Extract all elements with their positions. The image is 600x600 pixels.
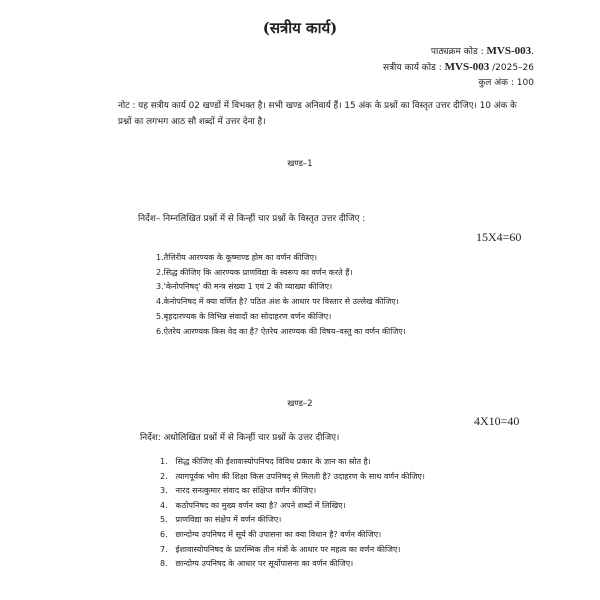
question-item <box>160 499 425 514</box>
question-item: 5.बृहदारण्यक के विभिन्न संवादों का सोदाहरण वर्णन कीजिए। <box>156 311 332 321</box>
question-item <box>160 513 425 528</box>
question-number: 5. <box>160 515 168 525</box>
question-item <box>160 470 425 485</box>
question-number: 8. <box>160 559 168 569</box>
question-text: कठोपनिषद का मुख्य वर्णन क्या है? अपने शब्दों में लिखिए। <box>175 500 346 510</box>
question-item: 4.केनोपनिषद में क्या वर्णित है? पठित अंश के आधार पर विस्तार से उल्लेख कीजिए। <box>156 297 399 307</box>
question-number: 1. <box>160 457 168 466</box>
section2-marks: 4X10=40 <box>474 414 520 428</box>
question-text: प्राणविद्या का संक्षेप में वर्णन कीजिए। <box>175 515 282 525</box>
assignment-code: MVS-003 <box>444 61 490 73</box>
section2-heading: खण्ड–2 <box>287 399 313 409</box>
question-number: 2. <box>160 471 168 481</box>
assignment-code-label: सत्रीय कार्य कोड : <box>383 63 442 73</box>
assignment-year: /2025–26 <box>492 63 534 73</box>
question-text: ईशावास्योपनिषद के प्रारम्भिक तीन मंत्रों के आधार पर महत्व का वर्णन कीजिए। <box>175 544 401 554</box>
question-number: 3. <box>160 486 168 496</box>
question-item <box>160 528 425 543</box>
total-marks: कुल अंक : 100 <box>478 78 534 88</box>
section2-instruction: निर्देश: अधोलिखित प्रश्नों में से किन्हीं चार प्रश्नों के उत्तर दीजिए। <box>140 433 340 443</box>
question-text: छान्दोग्य उपनिषद के आधार पर सूर्योपासना का वर्णन कीजिए। <box>175 559 354 569</box>
question-item: 1.तैत्तिरीय आरण्यक के कूष्माण्ड होम का वर्णन कीजिए। <box>156 253 318 262</box>
question-text: नारद सनत्कुमार संवाद का संक्षिप्त वर्णन कीजिए। <box>175 486 317 496</box>
question-item <box>160 455 425 470</box>
question-number: 6. <box>160 529 168 539</box>
course-code: MVS-003 <box>486 45 532 57</box>
question-item: 2.सिद्ध कीजिए कि आरण्यक प्राणविद्या के स्वरूप का वर्णन करते हैं। <box>156 267 353 277</box>
section1-instruction: निर्देश– निम्नलिखित प्रश्नों में से किन्हीं चार प्रश्नों के विस्तृत उत्तर दीजिए : <box>138 214 366 224</box>
section1-marks: 15X4=60 <box>476 230 522 244</box>
question-item <box>160 557 425 572</box>
assignment-code-line <box>383 60 534 73</box>
course-code-label: पाठ्यक्रम कोड : <box>430 47 484 57</box>
question-text: त्यागपूर्वक भोग की शिक्षा किस उपनिषद् से मिलती है? उदाहरण के साथ वर्णन कीजिए। <box>175 471 425 481</box>
question-item: 3.'केनोपनिषद्' की मन्त्र संख्या 1 एवं 2 की व्याख्या कीजिए। <box>156 282 333 292</box>
question-number: 7. <box>160 544 168 554</box>
question-item <box>160 543 425 558</box>
section1-question-list <box>156 251 406 339</box>
question-item <box>160 484 425 499</box>
section2-question-list <box>160 455 425 572</box>
question-item: 6.ऐतरेय आरण्यक किस वेद का है? ऐतरेय आरण्यक की विषय–वस्तु का वर्णन कीजिए। <box>156 326 406 336</box>
question-text: छान्दोग्य उपनिषद में सूर्य की उपासना का क्या विधान है? वर्णन कीजिए। <box>175 529 382 539</box>
page-title: (सत्रीय कार्य) <box>262 19 338 37</box>
instructions-note: नोट : यह सत्रीय कार्य 02 खण्डों में विभक्त है। सभी खण्ड अनिवार्य हैं। 15 अंक के प्रश्नों का विस्तृत उत्तर दीजिए। 10 अंक के प्रश्नों का लगभग आठ सौ शब्दों में उत्तर देना है। <box>118 101 517 127</box>
course-code-line <box>431 44 534 57</box>
question-text: सिद्ध कीजिए की ईशावास्योपनिषद विविध प्रकार के ज्ञान का स्रोत है। <box>175 457 371 466</box>
section1-heading: खण्ड–1 <box>287 159 313 169</box>
question-number: 4. <box>160 500 168 510</box>
course-code-suffix: . <box>531 47 534 57</box>
